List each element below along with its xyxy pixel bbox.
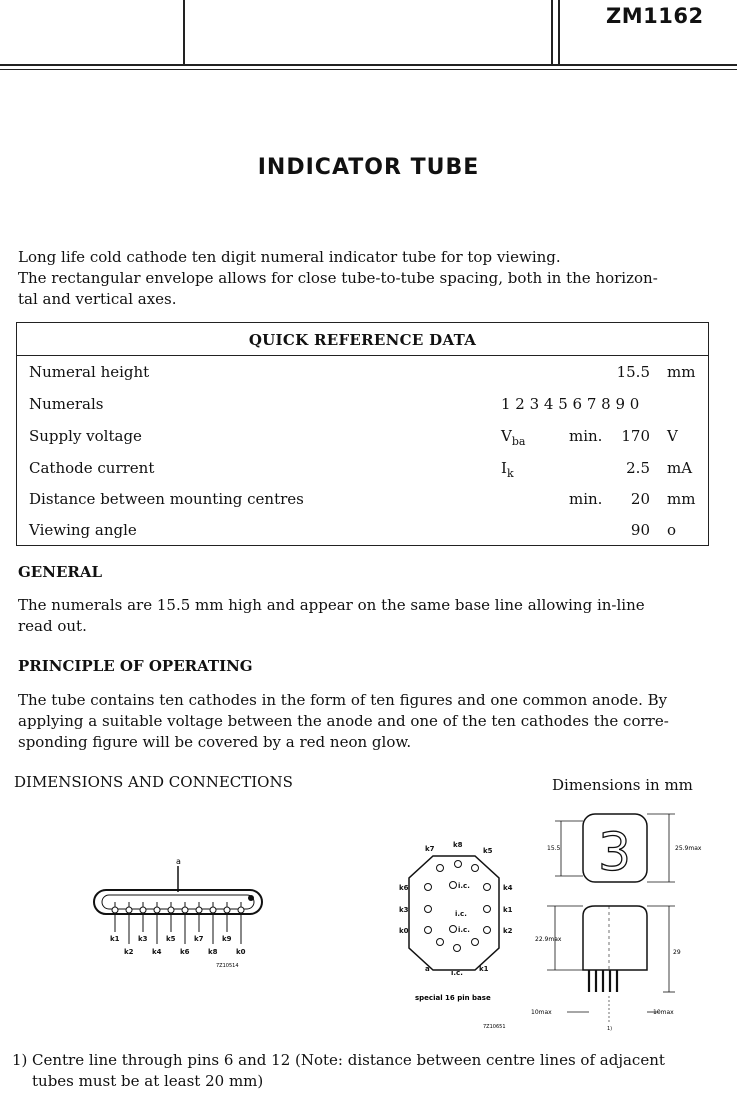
base-pin-label: k0 xyxy=(399,927,409,935)
qrd-symbol: 1 2 3 4 5 6 7 8 9 0 xyxy=(501,395,640,413)
type-number: ZM1162 xyxy=(606,4,704,28)
base-pin-label: k8 xyxy=(453,841,463,849)
dim-label: 22.9max xyxy=(535,936,562,943)
qrd-symbol-sub: k xyxy=(506,467,514,480)
header-divider-1 xyxy=(183,0,185,66)
envelope-outline xyxy=(94,890,262,914)
base-pin-label: a xyxy=(425,965,430,973)
qrd-value: 20 xyxy=(630,490,650,508)
envelope-inner xyxy=(102,895,254,909)
qrd-condition: min. xyxy=(569,490,603,508)
qrd-value: 90 xyxy=(630,521,650,539)
qrd-symbol-main: V xyxy=(501,427,512,445)
qrd-row xyxy=(17,363,708,385)
base-view-drawing xyxy=(395,838,525,1034)
principle-line: applying a suitable voltage between the anode and one of the ten cathodes the corre- xyxy=(18,712,669,730)
pin-label: k5 xyxy=(166,935,176,943)
tube-body xyxy=(583,906,647,970)
qrd-label: Viewing angle xyxy=(29,521,137,539)
qrd-value: 170 xyxy=(621,427,650,445)
qrd-label: Numeral height xyxy=(29,363,150,381)
display-digit: 3 xyxy=(598,823,632,883)
qrd-row xyxy=(17,490,708,512)
header-rule-bottom xyxy=(0,69,737,70)
qrd-row xyxy=(17,427,708,449)
principle-text xyxy=(18,690,718,753)
intro-text xyxy=(18,247,718,310)
header-divider-2 xyxy=(551,0,553,66)
base-pin-label: k4 xyxy=(503,884,513,892)
qrd-unit: mA xyxy=(667,459,693,477)
base-pin-label: k6 xyxy=(399,884,409,892)
dim-label: 1) xyxy=(607,1026,613,1032)
pin-label: k0 xyxy=(236,948,246,956)
drawing-number: 7Z10651 xyxy=(483,1024,506,1030)
outline-drawing xyxy=(525,806,715,1034)
base-outline xyxy=(409,856,499,970)
qrd-symbol xyxy=(501,427,525,448)
pin-label: k4 xyxy=(152,948,162,956)
pin-marker xyxy=(248,895,254,901)
base-pin-label: k5 xyxy=(483,847,493,855)
base-pin-label: i.c. xyxy=(451,969,463,977)
header-divider-3 xyxy=(558,0,560,66)
side-view-drawing xyxy=(88,852,270,972)
page-title: INDICATOR TUBE xyxy=(257,155,480,180)
dim-label: 25.9max xyxy=(675,845,702,852)
anode-label: a xyxy=(176,857,181,866)
principle-heading: PRINCIPLE OF OPERATING xyxy=(18,657,253,675)
qrd-unit: mm xyxy=(667,363,696,381)
qrd-unit: o xyxy=(667,521,677,539)
general-line: The numerals are 15.5 mm high and appear on the same base line allowing in-line xyxy=(18,596,645,614)
qrd-label: Distance between mounting centres xyxy=(29,490,304,508)
intro-line: Long life cold cathode ten digit numeral indicator tube for top viewing. xyxy=(18,248,561,266)
qrd-value: 2.5 xyxy=(626,459,650,477)
header-rule-top xyxy=(0,64,737,66)
pin-label: k3 xyxy=(138,935,148,943)
intro-line: The rectangular envelope allows for close tube-to-tube spacing, both in the horizon- xyxy=(18,269,658,287)
qrd-unit: V xyxy=(667,427,678,445)
base-pin-label: i.c. xyxy=(458,882,470,890)
qrd-condition: min. xyxy=(569,427,603,445)
quick-reference-table xyxy=(16,322,709,546)
qrd-row xyxy=(17,521,708,543)
qrd-symbol-sub: ba xyxy=(511,435,526,448)
general-heading: GENERAL xyxy=(18,563,103,581)
footnote-line: Centre line through pins 6 and 12 (Note: distance between centre lines of adjacent xyxy=(32,1051,665,1069)
base-pin-label: k7 xyxy=(425,845,435,853)
base-caption: special 16 pin base xyxy=(415,994,491,1002)
dimensions-heading: DIMENSIONS AND CONNECTIONS xyxy=(14,773,293,791)
dim-label: 29 xyxy=(673,949,681,956)
dimensions-units-note: Dimensions in mm xyxy=(552,776,693,794)
qrd-row xyxy=(17,459,708,481)
principle-line: The tube contains ten cathodes in the form of ten figures and one common anode. By xyxy=(18,691,668,709)
qrd-symbol-main: I xyxy=(501,459,507,477)
qrd-label: Numerals xyxy=(29,395,104,413)
base-pin-label: k1 xyxy=(479,965,489,973)
base-pin-label: k3 xyxy=(399,906,409,914)
dim-label: 10max xyxy=(531,1009,552,1016)
qrd-label: Supply voltage xyxy=(29,427,142,445)
pin-label: k6 xyxy=(180,948,190,956)
pin-label: k8 xyxy=(208,948,218,956)
base-pin-label: i.c. xyxy=(458,926,470,934)
footnote-line: tubes must be at least 20 mm) xyxy=(32,1072,264,1090)
pin-label: k7 xyxy=(194,935,204,943)
dim-label: 15.5 xyxy=(547,845,561,852)
qrd-unit: mm xyxy=(667,490,696,508)
dim-label: 10max xyxy=(653,1009,674,1016)
base-pin-label: i.c. xyxy=(455,910,467,918)
principle-line: sponding figure will be covered by a red neon glow. xyxy=(18,733,412,751)
qrd-label: Cathode current xyxy=(29,459,155,477)
pin-label: k9 xyxy=(222,935,232,943)
base-pin-label: k2 xyxy=(503,927,513,935)
intro-line: tal and vertical axes. xyxy=(18,290,177,308)
drawing-number: 7Z10514 xyxy=(216,963,239,969)
qrd-symbol xyxy=(501,459,514,480)
qrd-value: 15.5 xyxy=(616,363,650,381)
pin-label: k1 xyxy=(110,935,120,943)
general-text xyxy=(18,595,718,637)
footnote-marker: 1) xyxy=(12,1051,28,1069)
base-pin-label: k1 xyxy=(503,906,513,914)
qrd-row xyxy=(17,395,708,417)
qrd-heading: QUICK REFERENCE DATA xyxy=(17,323,708,356)
general-line: read out. xyxy=(18,617,87,635)
footnote-text xyxy=(32,1050,722,1092)
pin-label: k2 xyxy=(124,948,134,956)
